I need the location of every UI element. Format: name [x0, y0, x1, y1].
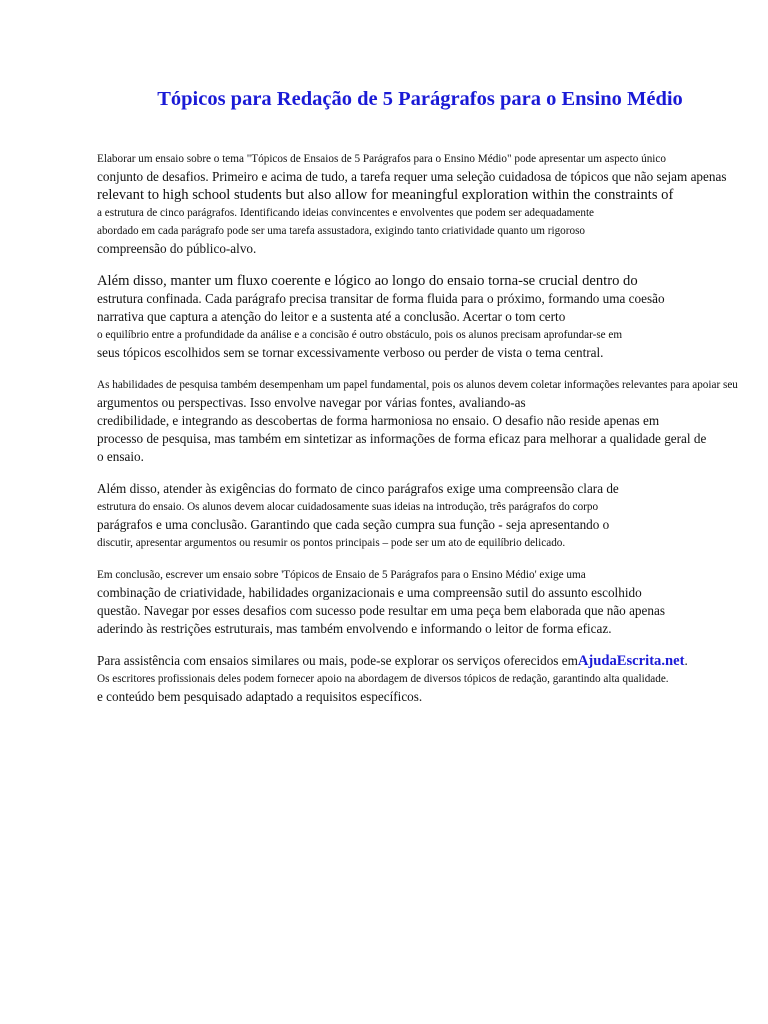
- closing-line-3: e conteúdo bem pesquisado adaptado a requisitos específicos.: [97, 689, 423, 704]
- paragraph-line: argumentos ou perspectivas. Isso envolve navegar por várias fontes, avaliando-as: [97, 395, 526, 410]
- paragraph-line: o ensaio.: [97, 449, 144, 464]
- paragraph-line: combinação de criatividade, habilidades organizacionais e uma compreensão sutil do assunto escolhido: [97, 585, 642, 600]
- paragraph-line: abordado em cada parágrafo pode ser uma tarefa assustadora, exigindo tanto criatividade quanto um rigoroso: [97, 225, 586, 237]
- paragraph-line: narrativa que captura a atenção do leitor e a sustenta até a conclusão. Acertar o tom certo: [97, 309, 566, 324]
- paragraph-line: questão. Navegar por esses desafios com sucesso pode resultar em uma peça bem elaborada que não apenas: [97, 603, 665, 618]
- paragraph-line: o equilíbrio entre a profundidade da análise e a concisão é outro obstáculo, pois os alunos precisam aprofundar-se em: [97, 329, 623, 341]
- paragraph-line: estrutura do ensaio. Os alunos devem alocar cuidadosamente suas ideias na introdução, três parágrafos do corpo: [97, 501, 599, 513]
- paragraph-line: relevant to high school students but also allow for meaningful exploration within the constraints of: [97, 187, 674, 203]
- paragraph-line: estrutura confinada. Cada parágrafo precisa transitar de forma fluida para o próximo, formando uma coesão: [97, 291, 665, 306]
- paragraph-line: Além disso, manter um fluxo coerente e lógico ao longo do ensaio torna-se crucial dentro do: [97, 273, 638, 289]
- closing-link-period: .: [684, 653, 688, 668]
- closing-intro-text: Para assistência com ensaios similares ou mais, pode-se explorar os serviços oferecidos em: [97, 653, 578, 668]
- paragraph: [97, 376, 768, 466]
- paragraph-line: As habilidades de pesquisa também desempenham um papel fundamental, pois os alunos devem coletar informações relevantes para apoiar seu: [97, 379, 738, 391]
- closing-paragraph: [97, 652, 768, 706]
- paragraph-list: [97, 150, 768, 638]
- paragraph: [97, 480, 768, 552]
- paragraph-line: processo de pesquisa, mas também em sintetizar as informações de forma eficaz para melhorar a qualidade geral de: [97, 431, 707, 446]
- paragraph: [97, 272, 768, 362]
- paragraph: [97, 150, 768, 258]
- page-title: Tópicos para Redação de 5 Parágrafos para o Ensino Médio: [157, 88, 683, 110]
- paragraph-line: discutir, apresentar argumentos ou resumir os pontos principais – pode ser um ato de equilíbrio delicado.: [97, 537, 566, 549]
- paragraph-line: Elaborar um ensaio sobre o tema "Tópicos de Ensaios de 5 Parágrafos para o Ensino Médio" pode apresentar um aspecto único: [97, 153, 666, 165]
- paragraph-line: a estrutura de cinco parágrafos. Identificando ideias convincentes e envolventes que podem ser adequadamente: [97, 207, 595, 219]
- paragraph-line: conjunto de desafios. Primeiro e acima de tudo, a tarefa requer uma seleção cuidadosa de tópicos que não sejam apenas: [97, 169, 727, 184]
- paragraph-line: Em conclusão, escrever um ensaio sobre 'Tópicos de Ensaio de 5 Parágrafos para o Ensino Médio' exige uma: [97, 569, 586, 581]
- paragraph-line: parágrafos e uma conclusão. Garantindo que cada seção cumpra sua função - seja apresentando o: [97, 517, 610, 532]
- paragraph-line: credibilidade, e integrando as descobertas de forma harmoniosa no ensaio. O desafio não reside apenas em: [97, 413, 660, 428]
- paragraph-line: seus tópicos escolhidos sem se tornar excessivamente verboso ou perder de vista o tema central.: [97, 345, 604, 360]
- paragraph-line: compreensão do público-alvo.: [97, 241, 257, 256]
- ajudaescrita-link[interactable]: AjudaEscrita.net: [577, 653, 685, 669]
- closing-line-2: Os escritores profissionais deles podem fornecer apoio na abordagem de diversos tópicos de redação, garantindo alta qualidade.: [97, 673, 669, 685]
- closing-line-1: [97, 652, 768, 670]
- article-body: [97, 150, 768, 720]
- paragraph-line: aderindo às restrições estruturais, mas também envolvendo e informando o leitor de forma eficaz.: [97, 621, 612, 636]
- paragraph: [97, 566, 768, 638]
- paragraph-line: Além disso, atender às exigências do formato de cinco parágrafos exige uma compreensão clara de: [97, 481, 619, 496]
